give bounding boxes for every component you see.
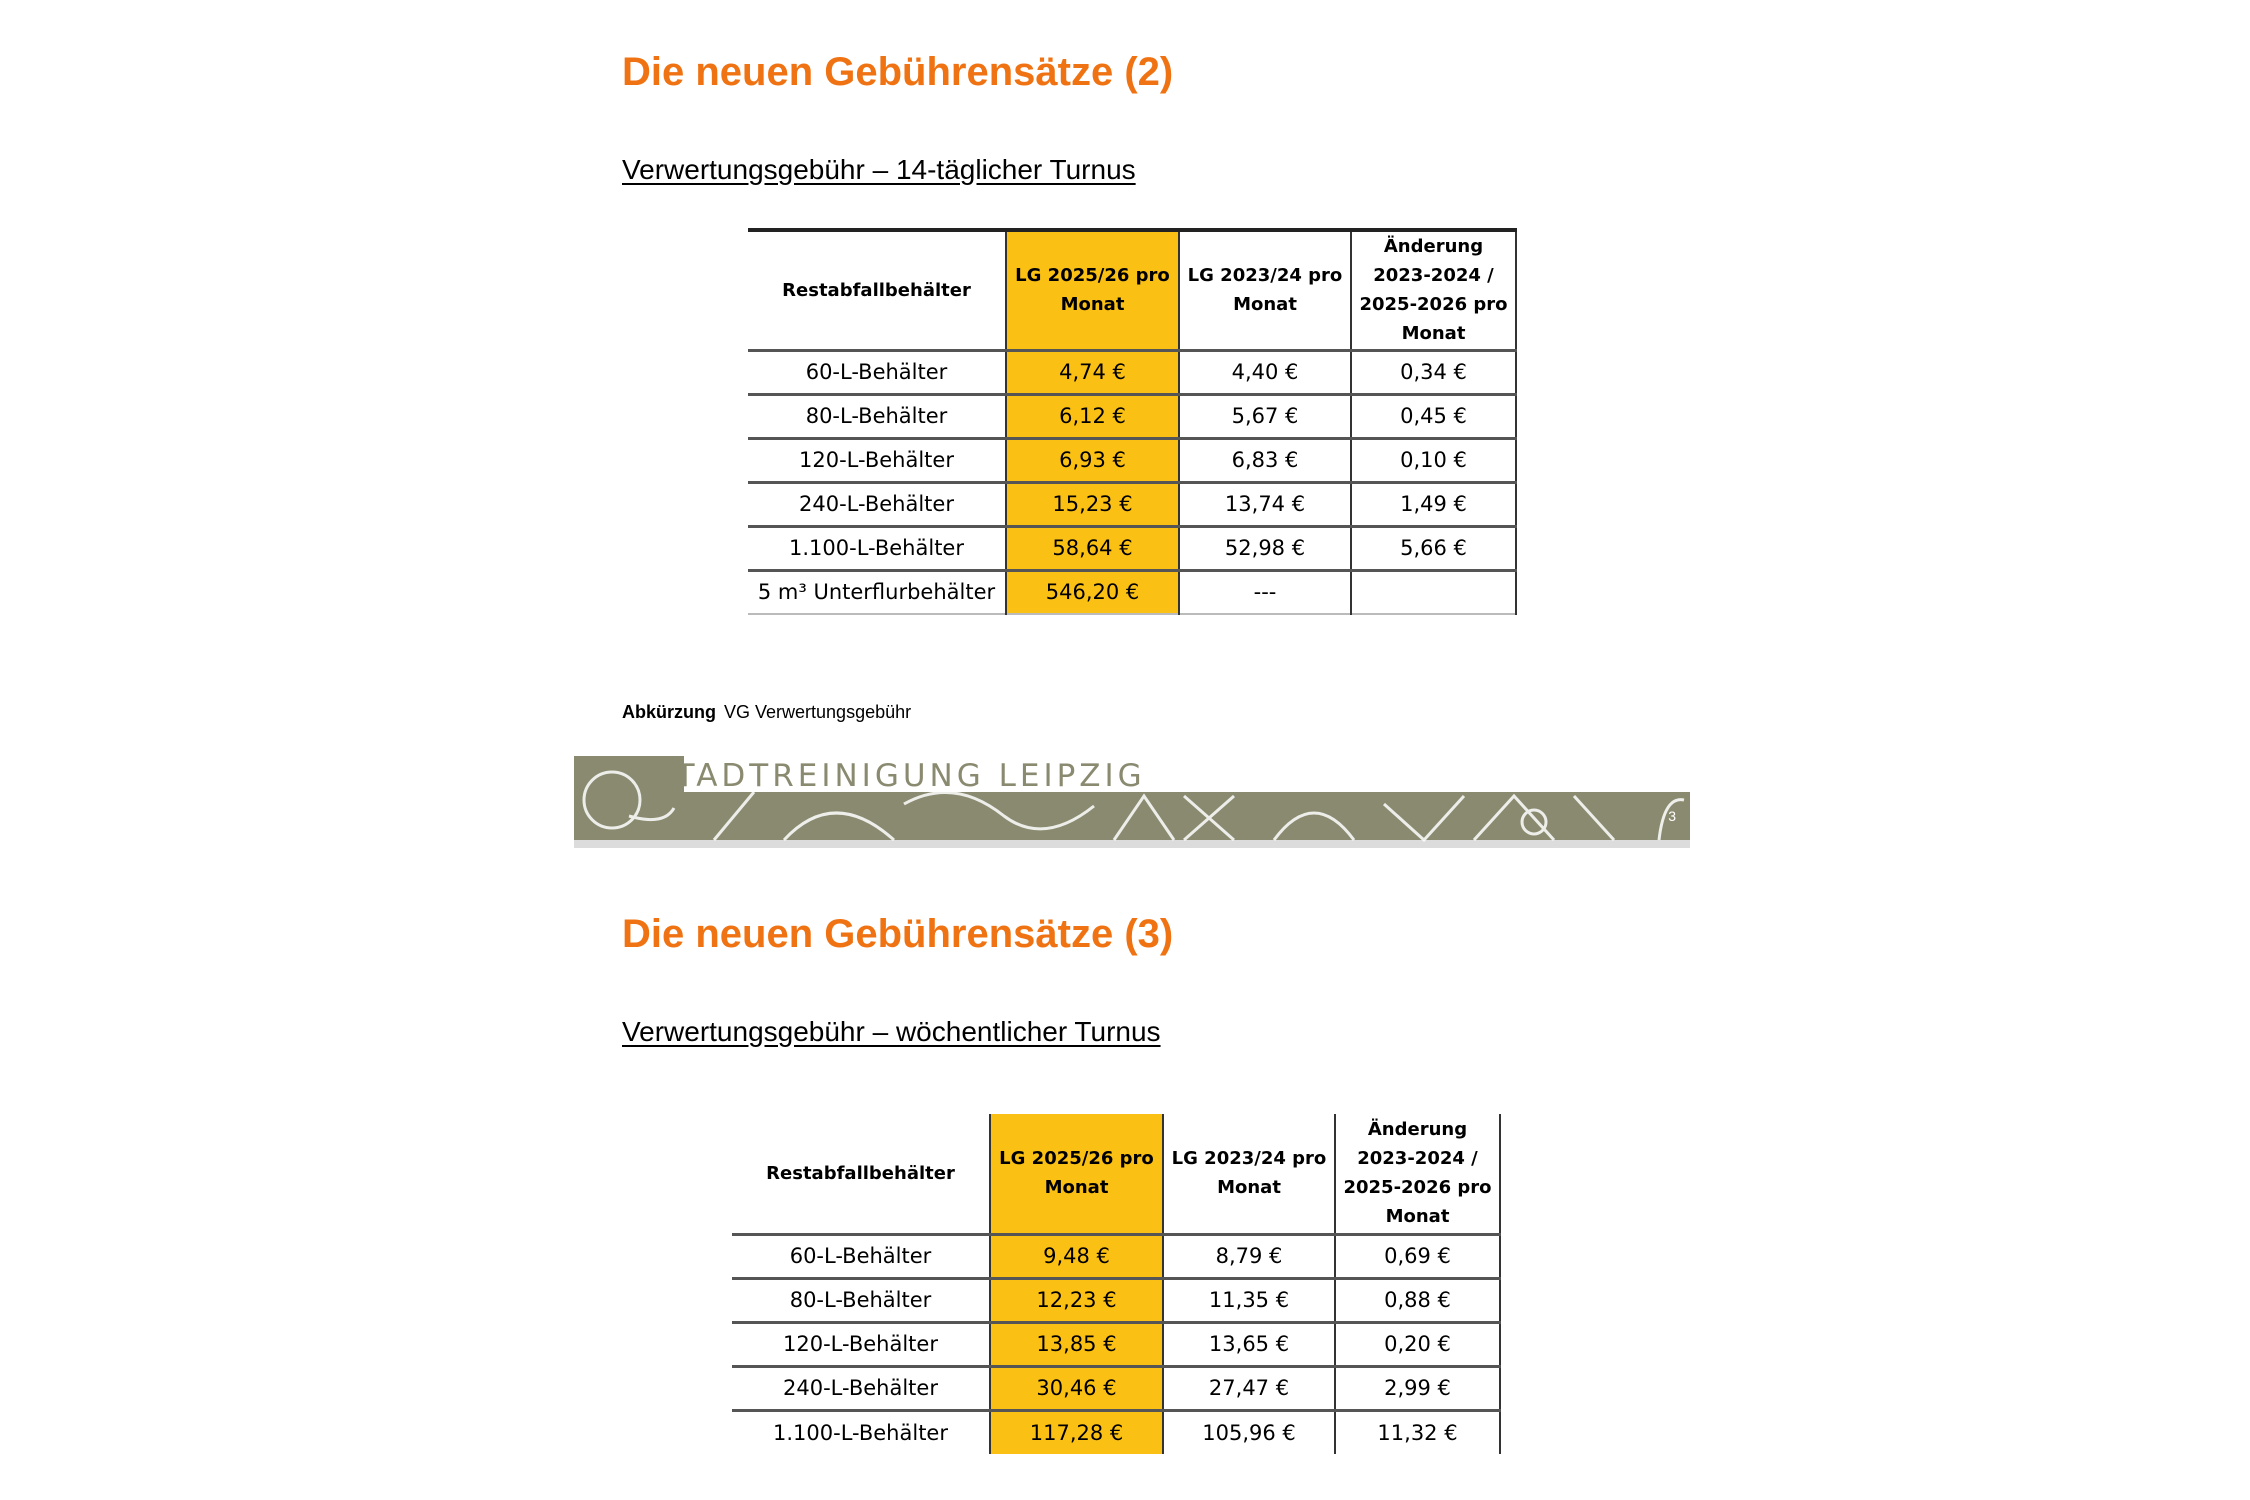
- slide-2: [574, 0, 1690, 862]
- cell-change: 2,99 €: [1335, 1366, 1500, 1410]
- table-header-row: [748, 230, 1516, 350]
- table-row: [748, 394, 1516, 438]
- cell-lg-2023-24: 8,79 €: [1163, 1234, 1335, 1278]
- slide-title: Die neuen Gebührensätze (3): [622, 912, 1174, 956]
- abbreviation-text: VG Verwertungsgebühr: [724, 702, 912, 722]
- cell-lg-2025-26: 13,85 €: [990, 1322, 1163, 1366]
- cell-container: 1.100-L-Behälter: [732, 1410, 990, 1454]
- cell-container: 240-L-Behälter: [732, 1366, 990, 1410]
- slide-subtitle: Verwertungsgebühr – 14-täglicher Turnus: [622, 154, 1136, 185]
- cell-container: 60-L-Behälter: [748, 350, 1006, 394]
- cell-change: 0,88 €: [1335, 1278, 1500, 1322]
- page-number: 3: [1668, 808, 1676, 824]
- cell-change: [1351, 570, 1516, 614]
- cell-lg-2025-26: 6,12 €: [1006, 394, 1179, 438]
- header-lg-2023-24: LG 2023/24 pro Monat: [1179, 230, 1351, 350]
- slide-title: Die neuen Gebührensätze (2): [622, 50, 1174, 94]
- fee-table-weekly: [732, 1114, 1501, 1454]
- table-row: [732, 1278, 1500, 1322]
- cell-lg-2023-24: 13,74 €: [1179, 482, 1351, 526]
- table-row: [748, 526, 1516, 570]
- cell-container: 80-L-Behälter: [748, 394, 1006, 438]
- table-header-row: [732, 1114, 1500, 1234]
- cell-change: 11,32 €: [1335, 1410, 1500, 1454]
- abbreviation-note: [622, 702, 911, 723]
- cell-lg-2023-24: 13,65 €: [1163, 1322, 1335, 1366]
- cell-change: 1,49 €: [1351, 482, 1516, 526]
- cell-lg-2025-26: 4,74 €: [1006, 350, 1179, 394]
- table-row: [732, 1410, 1500, 1454]
- cell-lg-2023-24: 5,67 €: [1179, 394, 1351, 438]
- cell-change: 5,66 €: [1351, 526, 1516, 570]
- cell-container: 240-L-Behälter: [748, 482, 1006, 526]
- cell-change: 0,20 €: [1335, 1322, 1500, 1366]
- cell-change: 0,45 €: [1351, 394, 1516, 438]
- cell-container: 1.100-L-Behälter: [748, 526, 1006, 570]
- table-row: [732, 1322, 1500, 1366]
- cell-lg-2025-26: 58,64 €: [1006, 526, 1179, 570]
- cell-lg-2023-24: 4,40 €: [1179, 350, 1351, 394]
- cell-lg-2025-26: 12,23 €: [990, 1278, 1163, 1322]
- cell-container: 60-L-Behälter: [732, 1234, 990, 1278]
- cell-lg-2023-24: 6,83 €: [1179, 438, 1351, 482]
- table-row: [748, 350, 1516, 394]
- cell-lg-2023-24: 105,96 €: [1163, 1410, 1335, 1454]
- cell-lg-2025-26: 117,28 €: [990, 1410, 1163, 1454]
- abbreviation-label: Abkürzung: [622, 702, 716, 722]
- footer-banner: [574, 756, 1690, 848]
- cell-lg-2025-26: 546,20 €: [1006, 570, 1179, 614]
- cell-lg-2023-24: 52,98 €: [1179, 526, 1351, 570]
- header-container: Restabfallbehälter: [766, 1162, 955, 1184]
- header-change: Änderung 2023-2024 / 2025-2026 pro Monat: [1351, 230, 1516, 350]
- header-container: Restabfallbehälter: [782, 279, 971, 301]
- cell-change: 0,69 €: [1335, 1234, 1500, 1278]
- cell-lg-2023-24: 11,35 €: [1163, 1278, 1335, 1322]
- table-row: [732, 1366, 1500, 1410]
- header-lg-2025-26: LG 2025/26 pro Monat: [990, 1114, 1163, 1234]
- cell-container: 80-L-Behälter: [732, 1278, 990, 1322]
- cell-change: 0,10 €: [1351, 438, 1516, 482]
- cell-lg-2025-26: 6,93 €: [1006, 438, 1179, 482]
- brand-wordmark: STADTREINIGUNG LEIPZIG: [652, 758, 1146, 794]
- cell-container: 5 m³ Unterflurbehälter: [748, 570, 1006, 614]
- table-row: [748, 482, 1516, 526]
- fee-table-biweekly: [748, 228, 1517, 615]
- slide-3: [574, 862, 1690, 1500]
- header-lg-2025-26: LG 2025/26 pro Monat: [1006, 230, 1179, 350]
- slide-subtitle: Verwertungsgebühr – wöchentlicher Turnus: [622, 1016, 1161, 1047]
- cell-lg-2025-26: 15,23 €: [1006, 482, 1179, 526]
- cell-container: 120-L-Behälter: [732, 1322, 990, 1366]
- cell-lg-2023-24: 27,47 €: [1163, 1366, 1335, 1410]
- cell-lg-2023-24: ---: [1179, 570, 1351, 614]
- cell-change: 0,34 €: [1351, 350, 1516, 394]
- header-change: Änderung 2023-2024 / 2025-2026 pro Monat: [1335, 1114, 1500, 1234]
- header-lg-2023-24: LG 2023/24 pro Monat: [1163, 1114, 1335, 1234]
- table-row: [732, 1234, 1500, 1278]
- cell-lg-2025-26: 9,48 €: [990, 1234, 1163, 1278]
- table-row: [748, 438, 1516, 482]
- cell-lg-2025-26: 30,46 €: [990, 1366, 1163, 1410]
- cell-container: 120-L-Behälter: [748, 438, 1006, 482]
- table-row: [748, 570, 1516, 614]
